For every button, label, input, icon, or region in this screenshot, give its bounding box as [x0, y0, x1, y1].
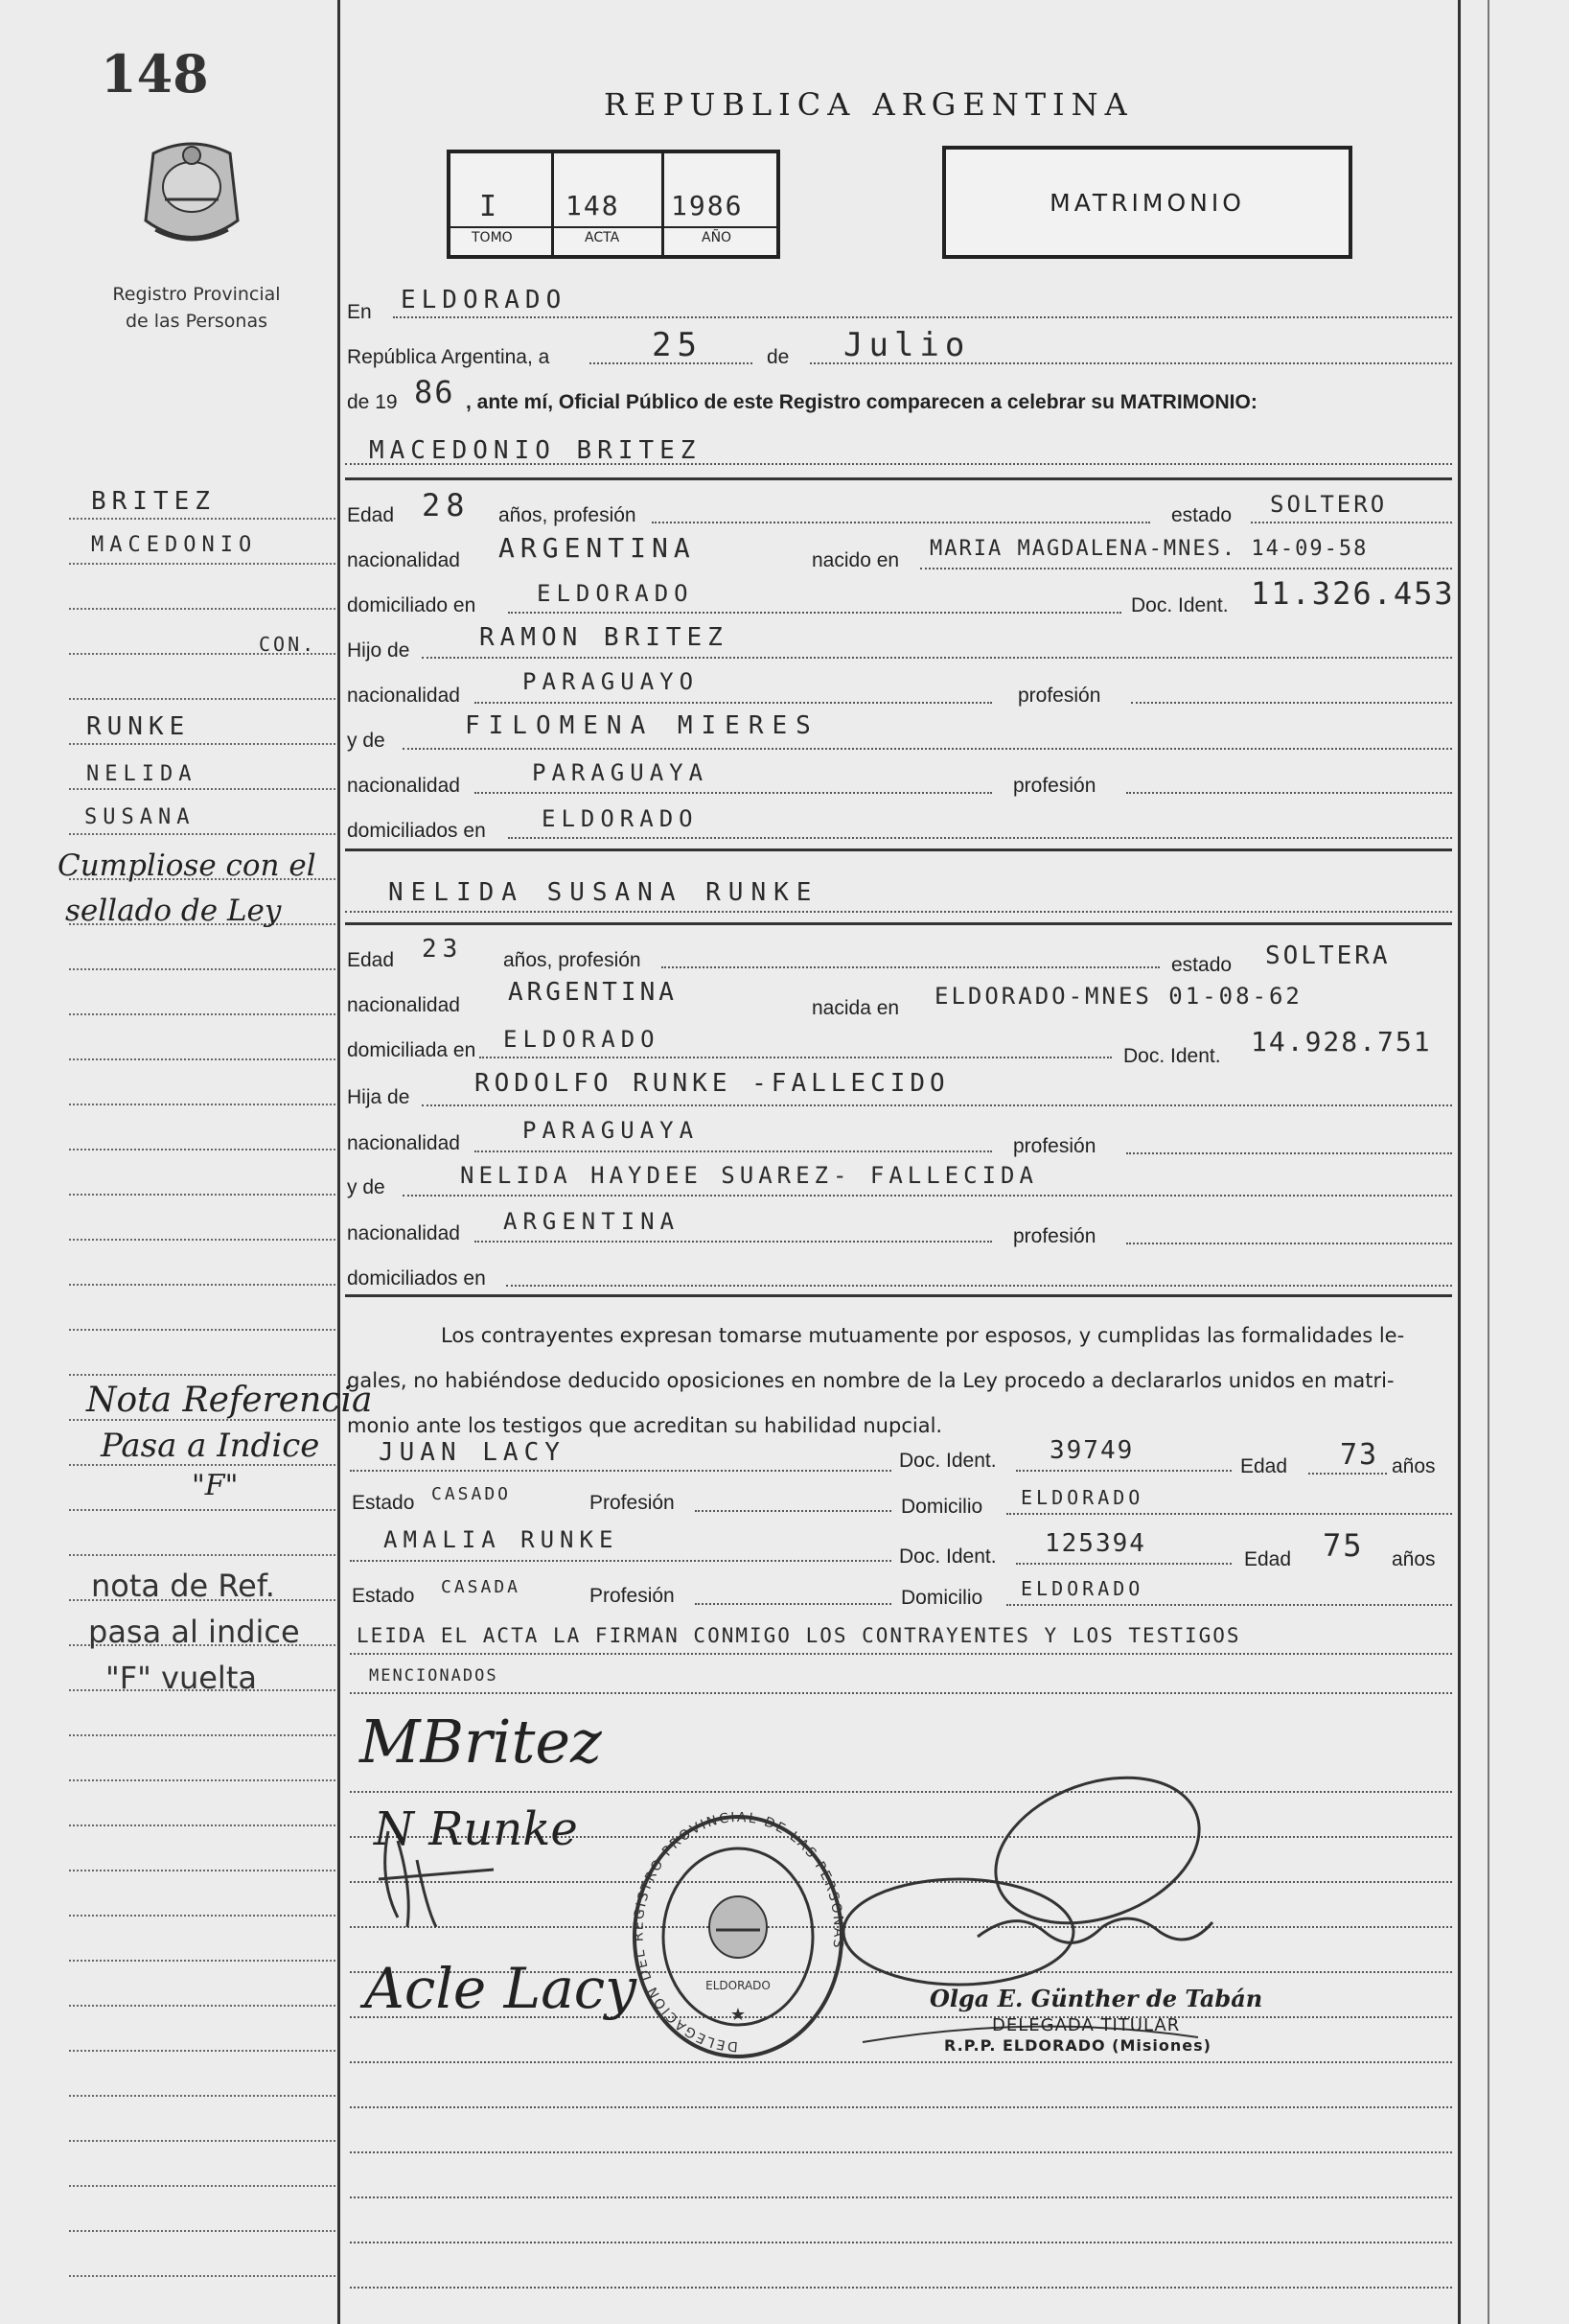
bride-nacida-label: nacida en: [812, 997, 900, 1019]
bride-name: NELIDA SUSANA RUNKE: [388, 878, 819, 907]
bride-anos-profesion-label: años, profesión: [503, 949, 641, 971]
closing-line-1: LEIDA EL ACTA LA FIRMAN CONMIGO LOS CONTRAYENTES Y LOS TESTIGOS: [357, 1624, 1241, 1647]
declaration-line-2: gales, no habiéndose deducido oposiciones en nombre de la Ley procedo a declararlos unidos en matri-: [347, 1369, 1395, 1392]
groom-doc-label: Doc. Ident.: [1131, 594, 1229, 616]
groom-name: MACEDONIO BRITEZ: [369, 436, 702, 465]
acta-label: ACTA: [585, 230, 620, 245]
witness1-domicilio: ELDORADO: [1021, 1486, 1144, 1509]
witness2-doc: 125394: [1045, 1529, 1146, 1558]
bride-estado: SOLTERA: [1265, 941, 1391, 970]
groom-nacido-label: nacido en: [812, 549, 900, 571]
scribble-signature-icon: [369, 1822, 513, 1937]
witness2-domicilio: ELDORADO: [1021, 1577, 1144, 1600]
margin-name-groom: MACEDONIO: [91, 533, 258, 557]
bride-estado-label: estado: [1171, 954, 1233, 976]
witness1-anos-label: años: [1392, 1455, 1436, 1477]
witness1-edad: 73: [1340, 1438, 1379, 1472]
official-title: DELEGADA TITULAR: [992, 2015, 1181, 2035]
groom-estado: SOLTERO: [1270, 491, 1388, 518]
groom-mother-nac-label: nacionalidad: [347, 775, 460, 797]
witness1-domicilio-label: Domicilio: [901, 1496, 983, 1518]
bride-father-nac: PARAGUAYA: [522, 1117, 700, 1144]
witness2-edad-label: Edad: [1244, 1548, 1292, 1570]
margin-con: CON.: [259, 633, 317, 656]
witness2-estado: CASADA: [441, 1577, 521, 1597]
page-number: 148: [101, 43, 209, 105]
day-value: 25: [652, 326, 703, 364]
witness1-doc: 39749: [1050, 1436, 1135, 1465]
year-prefix: de 19: [347, 391, 398, 413]
official-seal-icon: [628, 1807, 848, 2066]
witness1-doc-label: Doc. Ident.: [899, 1450, 997, 1472]
ano-value: 1986: [671, 190, 744, 221]
margin-note-ref2-2: pasa al indice: [88, 1614, 300, 1650]
tomo-label: TOMO: [472, 230, 513, 245]
declaration-text: [347, 1313, 1444, 1449]
groom-doc: 11.326.453: [1251, 575, 1455, 612]
bride-edad-label: Edad: [347, 949, 395, 971]
acta-value: 148: [565, 190, 620, 221]
de-label: de: [767, 346, 790, 368]
witness1-edad-label: Edad: [1240, 1455, 1288, 1477]
svg-text:★: ★: [729, 2005, 747, 2025]
country-title: REPUBLICA ARGENTINA: [604, 86, 1134, 123]
declaration-line-3: monio ante los testigos que acreditan su habilidad nupcial.: [347, 1414, 943, 1437]
closing-line-2: MENCIONADOS: [369, 1666, 498, 1685]
bride-domicilio-label: domiciliada en: [347, 1039, 476, 1061]
bride-doc-label: Doc. Ident.: [1123, 1045, 1221, 1067]
groom-nacionalidad-label: nacionalidad: [347, 549, 460, 571]
groom-profesion-label: profesión: [1018, 685, 1101, 707]
witness2-doc-label: Doc. Ident.: [899, 1545, 997, 1568]
bride-father-nac-label: nacionalidad: [347, 1132, 460, 1154]
bride-profesion-label-2: profesión: [1013, 1225, 1096, 1247]
official-office: R.P.P. ELDORADO (Misiones): [944, 2036, 1211, 2055]
margin-note-ref2-1: nota de Ref.: [91, 1568, 275, 1604]
witness2-anos-label: años: [1392, 1548, 1436, 1570]
margin-divider: [337, 0, 340, 2324]
bride-nacionalidad: ARGENTINA: [508, 978, 678, 1007]
groom-estado-label: estado: [1171, 504, 1233, 526]
witness-signature: Acle Lacy: [364, 1956, 637, 2021]
declaration-line-1: Los contrayentes expresan tomarse mutuamente por esposos, y cumplidas las formalidades le-: [441, 1324, 1405, 1347]
witness2-domicilio-label: Domicilio: [901, 1587, 983, 1609]
groom-yde-label: y de: [347, 730, 385, 752]
witness2-estado-label: Estado: [352, 1585, 415, 1607]
page-edge: [1488, 0, 1489, 2324]
groom-signature: MBritez: [359, 1707, 602, 1777]
margin-note-ref-1: Nota Referencia: [86, 1381, 373, 1420]
groom-domicilio: ELDORADO: [537, 580, 694, 607]
seal-ring-text: DELEGACION DEL REGISTRO PROVINCIAL DE LAS PERSONAS: [631, 1809, 846, 2055]
witness2-edad: 75: [1323, 1527, 1364, 1564]
margin-surname-groom: BRITEZ: [91, 487, 216, 516]
bride-parents-dom-label: domiciliados en: [347, 1267, 486, 1290]
month-value: Julio: [843, 326, 971, 364]
intro-statement: , ante mí, Oficial Público de este Registro comparecen a celebrar su MATRIMONIO:: [466, 391, 1258, 413]
witness1-profesion-label: Profesión: [589, 1492, 675, 1514]
right-border: [1458, 0, 1461, 2324]
groom-father-nac-label: nacionalidad: [347, 685, 460, 707]
bride-domicilio: ELDORADO: [503, 1026, 660, 1053]
witness2-name: AMALIA RUNKE: [383, 1526, 619, 1553]
witness1-estado-label: Estado: [352, 1492, 415, 1514]
groom-domicilio-label: domiciliado en: [347, 594, 476, 616]
bride-mother: NELIDA HAYDEE SUAREZ- FALLECIDA: [460, 1162, 1038, 1189]
witness1-estado: CASADO: [431, 1484, 512, 1504]
margin-note-sellado-1: Cumpliose con el: [58, 848, 316, 883]
registry-name: [77, 281, 316, 335]
groom-profesion-label-2: profesión: [1013, 775, 1096, 797]
groom-nacido: MARIA MAGDALENA-MNES. 14-09-58: [930, 537, 1369, 561]
bride-father: RODOLFO RUNKE -FALLECIDO: [474, 1069, 950, 1098]
groom-edad-label: Edad: [347, 504, 395, 526]
margin-note-ref-2: Pasa a Indice: [101, 1427, 320, 1465]
groom-parents-dom: ELDORADO: [542, 805, 699, 832]
bride-yde-label: y de: [347, 1176, 385, 1198]
record-reference-box: [447, 150, 780, 259]
groom-father: RAMON BRITEZ: [479, 623, 728, 652]
margin-name-bride: NELIDA: [86, 762, 197, 786]
seal-center-text: ELDORADO: [705, 1979, 771, 1992]
groom-anos-profesion-label: años, profesión: [498, 504, 636, 526]
groom-mother-nac: PARAGUAYA: [532, 759, 709, 786]
margin-name2-bride: SUSANA: [84, 805, 196, 829]
bride-nacida: ELDORADO-MNES 01-08-62: [934, 983, 1303, 1010]
margin-note-sellado-2: sellado de Ley: [65, 894, 282, 928]
margin-note-ref2-3: "F" vuelta: [105, 1660, 257, 1696]
groom-edad: 28: [422, 487, 471, 523]
groom-nacionalidad: ARGENTINA: [498, 532, 696, 564]
bride-edad: 23: [422, 935, 464, 964]
witness1-name: JUAN LACY: [379, 1438, 565, 1467]
groom-parents-dom-label: domiciliados en: [347, 820, 486, 842]
witness2-profesion-label: Profesión: [589, 1585, 675, 1607]
en-label: En: [347, 301, 372, 323]
groom-mother: FILOMENA MIERES: [465, 711, 819, 740]
margin-note-ref-3: "F": [192, 1469, 239, 1502]
margin-surname-bride: RUNKE: [86, 712, 191, 741]
matrimonio-box: MATRIMONIO: [942, 146, 1352, 259]
official-name: Olga E. Günther de Tabán: [930, 1985, 1263, 2012]
republica-label: República Argentina, a: [347, 346, 550, 368]
bride-nacionalidad-label: nacionalidad: [347, 994, 460, 1016]
groom-hijo-label: Hijo de: [347, 639, 410, 662]
bride-mother-nac: ARGENTINA: [503, 1208, 681, 1235]
bride-profesion-label: profesión: [1013, 1135, 1096, 1157]
bride-hija-label: Hija de: [347, 1086, 410, 1108]
bride-doc: 14.928.751: [1251, 1026, 1432, 1057]
registry-line-2: de las Personas: [125, 311, 268, 332]
coat-of-arms-icon: [134, 134, 249, 259]
bride-signature: N Runke: [374, 1802, 578, 1856]
groom-father-nac: PARAGUAYO: [522, 668, 700, 695]
year-suffix: 86: [414, 374, 455, 410]
registry-line-1: Registro Provincial: [112, 284, 281, 305]
place-value: ELDORADO: [401, 286, 567, 314]
bride-mother-nac-label: nacionalidad: [347, 1222, 460, 1244]
tomo-value: I: [479, 190, 503, 223]
ano-label: AÑO: [702, 230, 732, 245]
